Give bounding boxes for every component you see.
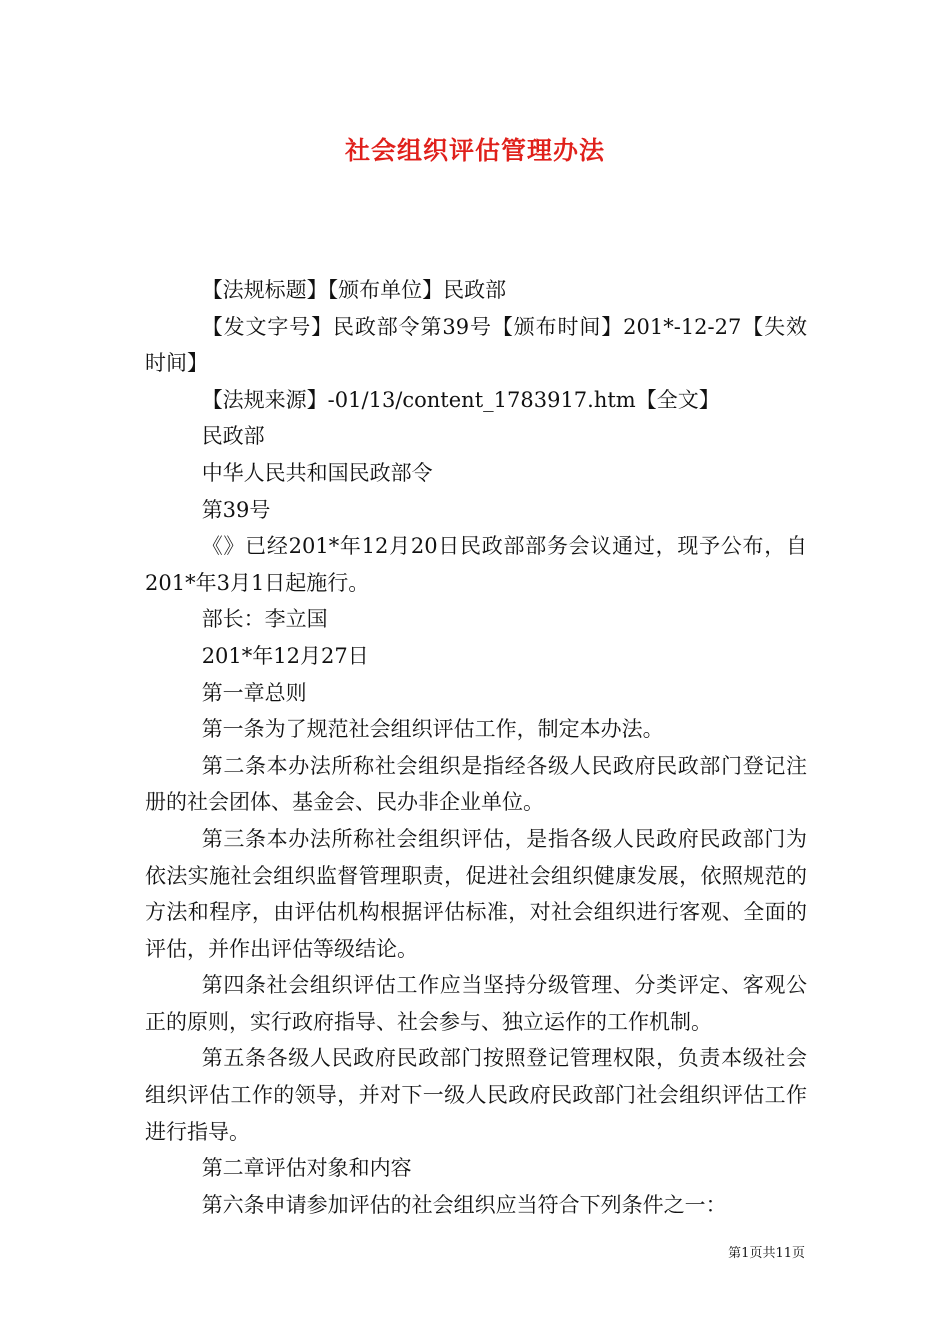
paragraph-regulation-title: 【法规标题】【颁布单位】民政部 [201, 278, 507, 302]
paragraph-issuer: 民政部 [201, 424, 265, 449]
article-1: 第一条为了规范社会组织评估工作，制定本办法。 [201, 717, 664, 742]
chapter-heading-1: 第一章总则 [201, 680, 307, 705]
paragraph-minister: 部长：李立国 [201, 607, 328, 632]
article-2: 第二条本办法所称社会组织是指经各级人民政府民政部门登记注册的社会团体、基金会、民办非企业单位。 [145, 753, 807, 815]
article-4: 第四条社会组织评估工作应当坚持分级管理、分类评定、客观公正的原则，实行政府指导、社会参与、独立运作的工作机制。 [145, 973, 807, 1034]
document-title: 社会组织评估管理办法 [344, 136, 605, 165]
paragraph-regulation-source: 【法规来源】-01/13/content_1783917.htm【全文】 [201, 387, 720, 412]
paragraph-ministry-order: 中华人民共和国民政部令 [201, 460, 433, 485]
document-body [145, 272, 807, 1223]
paragraph-announcement: 《》已经201*年12月20日民政部部务会议通过，现予公布，自201*年3月1日起施行。 [145, 534, 807, 595]
page-number-footer: 第1页共11页 [728, 1246, 805, 1261]
paragraph-document-number: 【发文字号】民政部令第39号【颁布时间】201*-12-27【失效时间】 [145, 314, 807, 376]
article-6: 第六条申请参加评估的社会组织应当符合下列条件之一： [201, 1192, 727, 1217]
chapter-heading-2: 第二章评估对象和内容 [201, 1156, 412, 1181]
article-5: 第五条各级人民政府民政部门按照登记管理权限，负责本级社会组织评估工作的领导，并对下一级人民政府民政部门社会组织评估工作进行指导。 [145, 1046, 807, 1144]
paragraph-order-number: 第39号 [201, 497, 271, 522]
article-3: 第三条本办法所称社会组织评估，是指各级人民政府民政部门为依法实施社会组织监督管理职责，促进社会组织健康发展，依照规范的方法和程序，由评估机构根据评估标准，对社会组织进行客观、全面的评估，并作出评估等级结论。 [145, 826, 807, 961]
paragraph-date: 201*年12月27日 [201, 643, 369, 668]
